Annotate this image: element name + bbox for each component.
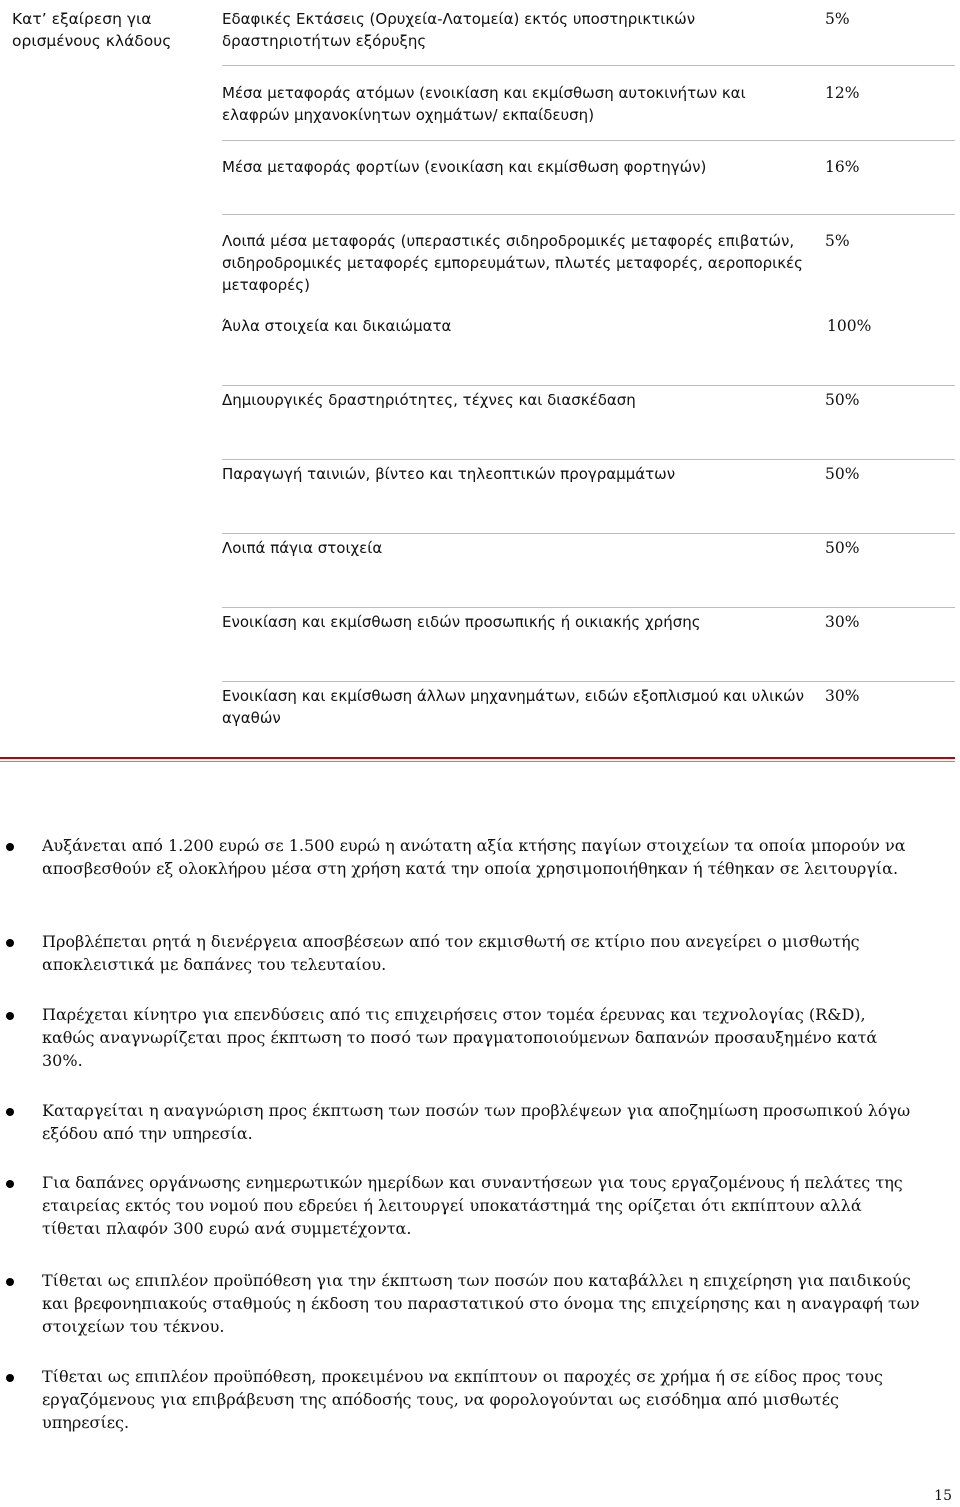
row-label: Εδαφικές Εκτάσεις (Ορυχεία-Λατομεία) εκτός υποστηρικτικών δραστηριοτήτων εξόρυξης	[222, 10, 696, 50]
page-number: 15	[934, 1488, 952, 1504]
row-value: 30%	[825, 687, 860, 705]
list-item-text: Παρέχεται κίνητρο για επενδύσεις από τις επιχειρήσεις στον τομέα έρευνας και τεχνολογίας (R&D), καθώς αναγνωρίζεται προς έκπτωση το ποσό των πραγματοποιούμενων δαπανών προσαυξημένο κατά 30%.	[42, 1005, 878, 1070]
bullet-icon	[6, 939, 14, 947]
table-bottom-border-shadow	[0, 761, 955, 762]
list-item-text: Προβλέπεται ρητά η διενέργεια αποσβέσεων από τον εκμισθωτή σε κτίριο που ανεγείρει ο μισθωτής αποκλειστικά με δαπάνες του τελευταίου.	[42, 932, 860, 974]
row-value: 50%	[825, 465, 860, 483]
row-label: Δημιουργικές δραστηριότητες, τέχνες και διασκέδαση	[222, 391, 636, 409]
table-bottom-border	[0, 757, 955, 759]
bullet-icon	[6, 1374, 14, 1382]
row-label: Άυλα στοιχεία και δικαιώματα	[222, 317, 452, 335]
row-value: 30%	[825, 613, 860, 631]
row-label: Μέσα μεταφοράς φορτίων (ενοικίαση και εκμίσθωση φορτηγών)	[222, 158, 707, 176]
row-label: Μέσα μεταφοράς ατόμων (ενοικίαση και εκμίσθωση αυτοκινήτων και ελαφρών μηχανοκίνητων οχημάτων/ εκπαίδευση)	[222, 84, 746, 124]
list-item-text: Καταργείται η αναγνώριση προς έκπτωση των ποσών των προβλέψεων για αποζημίωση προσωπικού λόγω εξόδου από την υπηρεσία.	[42, 1101, 911, 1143]
row-label: Λοιπά πάγια στοιχεία	[222, 539, 383, 557]
row-divider	[222, 214, 955, 215]
bullet-icon	[6, 1012, 14, 1020]
row-divider	[222, 681, 955, 682]
list-item-text: Τίθεται ως επιπλέον προϋπόθεση για την έκπτωση των ποσών που καταβάλλει η επιχείρηση για παιδικούς και βρεφονηπιακούς σταθμούς η έκδοση του παραστατικού στο όνομα της επιχείρησης και η αναγραφή των στοιχείων του τέκνου.	[42, 1271, 920, 1336]
row-value: 50%	[825, 391, 860, 409]
row-value: 5%	[825, 10, 850, 28]
bullet-icon	[6, 1278, 14, 1286]
row-divider	[222, 385, 955, 386]
bullet-icon	[6, 1180, 14, 1188]
bullet-icon	[6, 1108, 14, 1116]
row-divider	[222, 533, 955, 534]
row-label: Παραγωγή ταινιών, βίντεο και τηλεοπτικών προγραμμάτων	[222, 465, 676, 483]
row-divider	[222, 140, 955, 141]
row-divider	[222, 459, 955, 460]
row-value: 50%	[825, 539, 860, 557]
row-value: 5%	[825, 232, 850, 250]
row-label: Ενοικίαση και εκμίσθωση ειδών προσωπικής ή οικιακής χρήσης	[222, 613, 701, 631]
list-item-text: Αυξάνεται από 1.200 ευρώ σε 1.500 ευρώ η ανώτατη αξία κτήσης παγίων στοιχείων τα οποία μπορούν να αποσβεσθούν εξ ολοκλήρου μέσα στη χρήση κατά την οποία χρησιμοποιήθηκαν ή τέθηκαν σε λειτουργία.	[42, 836, 906, 878]
row-value: 100%	[827, 317, 872, 335]
row-value: 12%	[825, 84, 860, 102]
list-item-text: Για δαπάνες οργάνωσης ενημερωτικών ημερίδων και συναντήσεων για τους εργαζομένους ή πελάτες της εταιρείας εκτός του νομού που εδρεύει ή λειτουργεί υποκατάστημά της ορίζεται ότι εκπίπτουν αλλά τίθεται πλαφόν 300 ευρώ ανά συμμετέχοντα.	[42, 1173, 903, 1238]
category-label: Κατ’ εξαίρεση για ορισμένους κλάδους	[12, 10, 172, 50]
row-divider	[222, 65, 955, 66]
row-label: Ενοικίαση και εκμίσθωση άλλων μηχανημάτων, ειδών εξοπλισμού και υλικών αγαθών	[222, 687, 804, 727]
row-value: 16%	[825, 158, 860, 176]
bullet-icon	[6, 843, 14, 851]
row-divider	[222, 607, 955, 608]
list-item-text: Τίθεται ως επιπλέον προϋπόθεση, προκειμένου να εκπίπτουν οι παροχές σε χρήμα ή σε είδος προς τους εργαζόμενους για επιβράβευση της απόδοσής τους, να φορολογούνται ως εισόδημα από μισθωτές υπηρεσίες.	[42, 1367, 883, 1432]
row-label: Λοιπά μέσα μεταφοράς (υπεραστικές σιδηροδρομικές μεταφορές επιβατών, σιδηροδρομικές μεταφορές εμπορευμάτων, πλωτές μεταφορές, αεροπορικές μεταφορές)	[222, 232, 803, 294]
